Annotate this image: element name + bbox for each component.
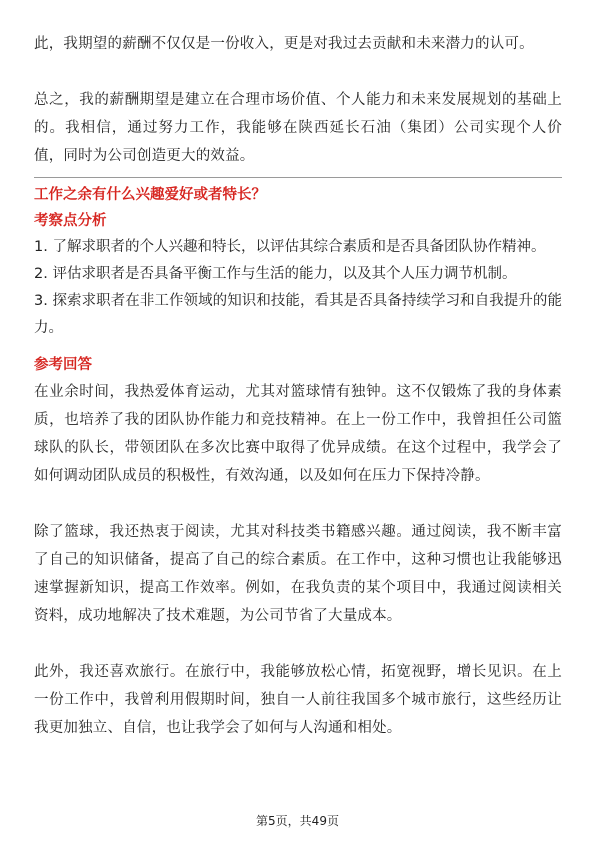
- question-title: 工作之余有什么兴趣爱好或者特长？: [34, 187, 266, 203]
- analysis-label: 考察点分析: [34, 213, 107, 229]
- answer-label: 参考回答: [34, 357, 92, 373]
- page-number-footer: 第5页，共49页: [256, 814, 339, 828]
- paragraph-gap: [34, 490, 562, 518]
- section-divider: [34, 177, 562, 178]
- analysis-item-3: 3. 探索求职者在非工作领域的知识和技能，看其是否具备持续学习和自我提升的能力。: [34, 293, 562, 336]
- intro-paragraph-2: 总之，我的薪酬期望是建立在合理市场价值、个人能力和未来发展规划的基础上的。我相信，通过努力工作，我能够在陕西延长石油（集团）公司实现个人价值，同时为公司创造更大的效益。: [34, 92, 562, 164]
- section-spacer: [34, 342, 562, 352]
- paragraph-gap: [34, 630, 562, 658]
- intro-paragraph-1: 此，我期望的薪酬不仅仅是一份收入，更是对我过去贡献和未来潜力的认可。: [34, 36, 534, 52]
- answer-paragraph-1: 在业余时间，我热爱体育运动，尤其对篮球情有独钟。这不仅锻炼了我的身体素质，也培养了我的团队协作能力和竞技精神。在上一份工作中，我曾担任公司篮球队的队长，带领团队在多次比赛中取得了优异成绩。在这个过程中，我学会了如何调动团队成员的积极性，有效沟通，以及如何在压力下保持冷静。: [34, 384, 562, 484]
- analysis-item-2: 2. 评估求职者是否具备平衡工作与生活的能力，以及其个人压力调节机制。: [34, 266, 517, 282]
- paragraph-gap: [34, 58, 562, 86]
- answer-paragraph-3: 此外，我还喜欢旅行。在旅行中，我能够放松心情，拓宽视野，增长见识。在上一份工作中，我曾利用假期时间，独自一人前往我国多个城市旅行，这些经历让我更加独立、自信，也让我学会了如何与人沟通和相处。: [34, 664, 562, 736]
- analysis-item-1: 1. 了解求职者的个人兴趣和特长，以评估其综合素质和是否具备团队协作精神。: [34, 239, 546, 255]
- page-content: [34, 30, 562, 742]
- answer-paragraph-2: 除了篮球，我还热衷于阅读，尤其对科技类书籍感兴趣。通过阅读，我不断丰富了自己的知识储备，提高了自己的综合素质。在工作中，这种习惯也让我能够迅速掌握新知识，提高工作效率。例如，在我负责的某个项目中，我通过阅读相关资料，成功地解决了技术难题，为公司节省了大量成本。: [34, 524, 562, 624]
